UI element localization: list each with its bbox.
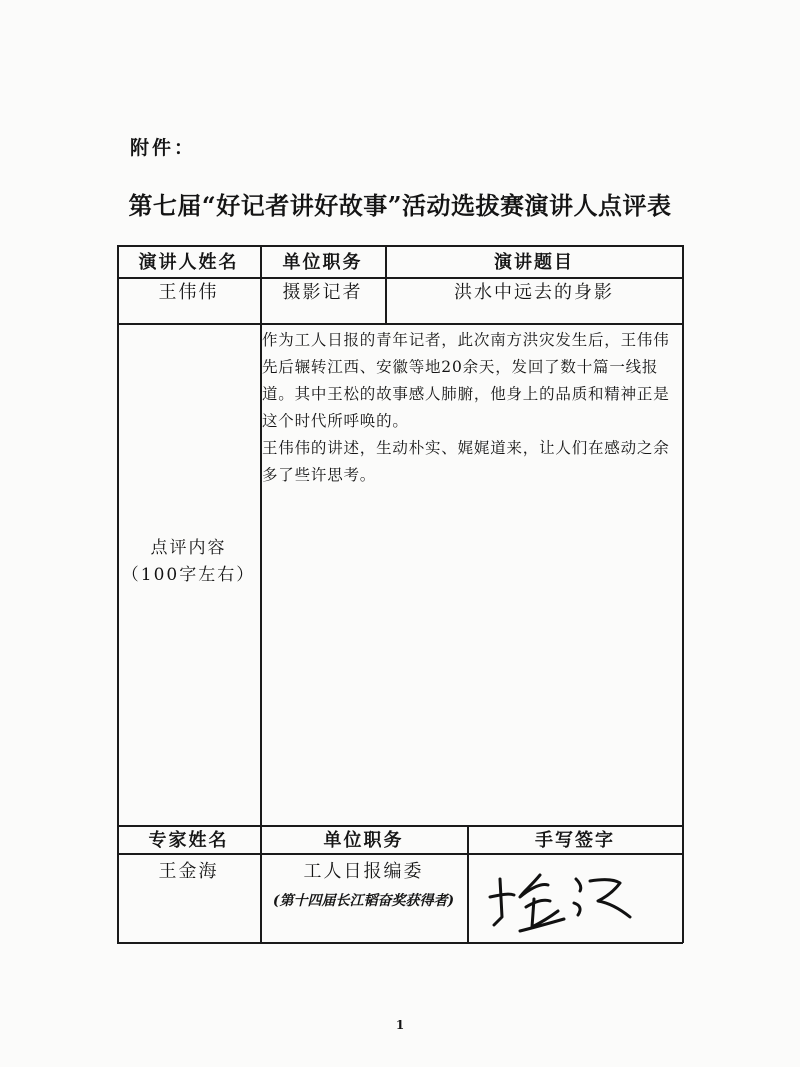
comment-paragraph: 作为工人日报的青年记者，此次南方洪灾发生后，王伟伟先后辗转江西、安徽等地20余天，发回了数十篇一线报道。其中王松的故事感人肺腑，他身上的品质和精神正是这个时代所呼唤的。 <box>262 331 670 430</box>
comment-label-group <box>117 535 260 589</box>
speaker-name: 王伟伟 <box>158 282 219 303</box>
page-number: 1 <box>395 1018 405 1032</box>
header-speaker-name: 演讲人姓名 <box>138 252 239 273</box>
header-signature: 手写签字 <box>535 830 615 851</box>
header-unit-position: 单位职务 <box>282 252 363 273</box>
comment-paragraph: 王伟伟的讲述，生动朴实、娓娓道来，让人们在感动之余多了些许思考。 <box>262 439 670 484</box>
form-title: 第七届“好记者讲好故事”活动选拔赛演讲人点评表 <box>128 191 672 220</box>
expert-name: 王金海 <box>158 861 219 882</box>
comment-label: 点评内容 <box>150 538 227 558</box>
attachment-label: 附件： <box>130 137 197 159</box>
handwritten-signature <box>480 857 640 939</box>
speech-title: 洪水中远去的身影 <box>454 282 614 303</box>
expert-position-note: (第十四届长江韬奋奖获得者) <box>272 893 455 909</box>
speaker-position: 摄影记者 <box>282 282 363 303</box>
header-expert-unit: 单位职务 <box>323 830 404 851</box>
header-expert-name: 专家姓名 <box>148 830 229 851</box>
header-speech-title: 演讲题目 <box>494 252 574 273</box>
comment-content <box>262 327 678 489</box>
comment-hint: （100字左右） <box>121 565 256 585</box>
review-table <box>117 245 683 943</box>
expert-position: 工人日报编委 <box>303 861 424 882</box>
